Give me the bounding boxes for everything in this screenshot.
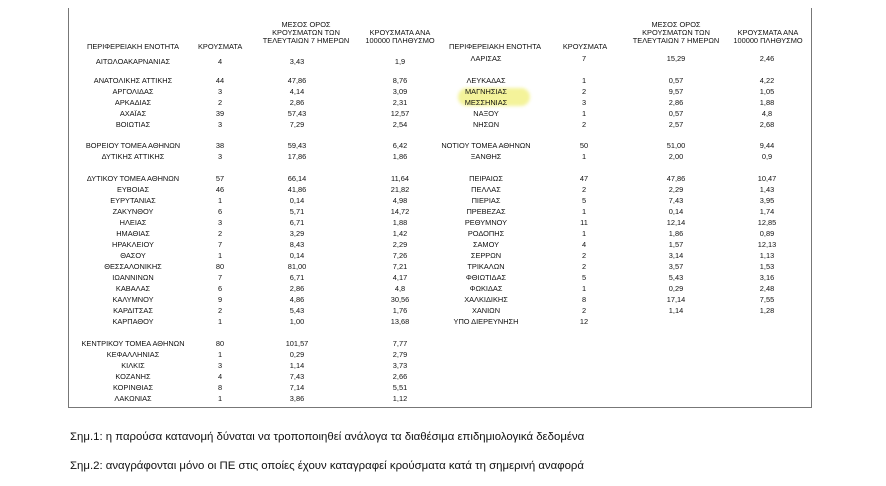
table-cell-mean: 17,86 [287,152,307,161]
table-cell-cases: 9 [217,295,223,304]
table-cell-cases: 2 [581,306,587,315]
table-cell-rate: 0,89 [759,229,775,238]
table-cell-mean: 2,86 [668,98,684,107]
table-cell-mean: 2,57 [668,120,684,129]
table-cell-rate: 1,28 [759,306,775,315]
table-cell-rate: 1,76 [392,306,408,315]
note-1: Σημ.1: η παρούσα κατανομή δύναται να τροποποιηθεί ανάλογα τα διαθέσιμα επιδημιολογικά δεδομένα [70,431,585,443]
table-cell-cases: 1 [581,152,587,161]
header-mean-line2: ΚΡΟΥΣΜΑΤΩΝ ΤΩΝ [642,28,710,37]
table-cell-name: ΜΑΓΝΗΣΙΑΣ [465,87,507,96]
table-cell-name: ΔΥΤΙΚΗΣ ΑΤΤΙΚΗΣ [101,152,165,161]
table-cell-name: ΒΟΙΩΤΙΑΣ [115,120,151,129]
table-cell-rate: 4,8 [394,284,406,293]
table-cell-mean: 7,29 [289,120,305,129]
table-cell-cases: 44 [215,76,225,85]
table-cell-mean: 0,57 [668,76,684,85]
table-cell-name: ΑΙΤΩΛΟΑΚΑΡΝΑΝΙΑΣ [95,57,171,66]
table-cell-cases: 38 [215,141,225,150]
table-cell-mean: 3,43 [289,57,305,66]
table-cell-name: ΡΕΘΥΜΝΟΥ [464,218,508,227]
table-cell-cases: 7 [581,54,587,63]
table-cell-mean: 7,43 [289,372,305,381]
table-cell-rate: 12,85 [757,218,777,227]
table-cell-cases: 6 [217,207,223,216]
table-cell-rate: 2,68 [759,120,775,129]
table-cell-mean: 0,14 [668,207,684,216]
table-cell-rate: 1,42 [392,229,408,238]
table-cell-name: ΚΕΝΤΡΙΚΟΥ ΤΟΜΕΑ ΑΘΗΝΩΝ [81,339,185,348]
table-cell-cases: 1 [217,350,223,359]
table-cell-mean: 101,57 [285,339,309,348]
header-rate-right [724,29,812,45]
table-cell-rate: 2,29 [392,240,408,249]
header-rate-line1: ΚΡΟΥΣΜΑΤΑ ΑΝΑ [737,28,799,37]
table-cell-mean: 59,43 [287,141,307,150]
table-cell-rate: 14,72 [390,207,410,216]
table-cell-name: ΛΕΥΚΑΔΑΣ [466,76,506,85]
table-cell-cases: 5 [581,273,587,282]
header-rate-line2: 100000 ΠΛΗΘΥΣΜΟ [733,36,803,45]
table-cell-name: ΧΑΝΙΩΝ [471,306,501,315]
table-cell-name: ΦΘΙΩΤΙΔΑΣ [465,273,507,282]
table-cell-rate: 1,05 [759,87,775,96]
table-cell-cases: 11 [580,218,588,227]
table-cell-name: ΕΥΡΥΤΑΝΙΑΣ [110,196,156,205]
table-cell-name: ΜΕΣΣΗΝΙΑΣ [464,98,508,107]
table-cell-rate: 1,12 [392,394,408,403]
table-cell-cases: 1 [217,394,223,403]
table-cell-cases: 1 [217,196,223,205]
table-cell-cases: 1 [581,109,587,118]
table-cell-rate: 2,54 [392,120,408,129]
table-cell-mean: 0,14 [289,196,305,205]
table-cell-mean: 41,86 [287,185,307,194]
table-cell-rate: 2,66 [392,372,408,381]
table-cell-rate: 4,22 [759,76,775,85]
table-cell-name: ΚΙΛΚΙΣ [121,361,145,370]
table-cell-name: ΕΥΒΟΙΑΣ [116,185,150,194]
table-cell-rate: 1,74 [759,207,775,216]
table-cell-cases: 1 [217,251,223,260]
header-cases-right: ΚΡΟΥΣΜΑΤΑ [562,42,608,51]
table-cell-mean: 1,14 [668,306,684,315]
table-cell-rate: 1,9 [394,57,406,66]
table-cell-rate: 1,86 [392,152,408,161]
table-cell-mean: 8,43 [289,240,305,249]
table-cell-cases: 2 [581,251,587,260]
table-cell-mean: 7,43 [668,196,684,205]
table-cell-mean: 81,00 [287,262,307,271]
table-cell-name: ΗΛΕΙΑΣ [119,218,147,227]
table-cell-cases: 1 [581,207,587,216]
table-cell-mean: 6,71 [289,218,305,227]
table-cell-rate: 0,9 [761,152,773,161]
table-cell-name: ΚΑΡΠΑΘΟΥ [112,317,154,326]
table-cell-name: ΚΑΛΥΜΝΟΥ [112,295,154,304]
table-cell-cases: 8 [217,383,223,392]
table-cell-name: ΚΟΡΙΝΘΙΑΣ [112,383,154,392]
table-cell-cases: 39 [215,109,225,118]
table-cell-mean: 0,14 [289,251,305,260]
header-mean-left [258,21,354,45]
table-cell-rate: 2,79 [392,350,408,359]
table-cell-name: ΑΡΓΟΛΙΔΑΣ [112,87,154,96]
table-cell-name: ΤΡΙΚΑΛΩΝ [467,262,505,271]
table-cell-cases: 2 [581,185,587,194]
table-cell-rate: 4,98 [392,196,408,205]
table-cell-mean: 47,86 [666,174,686,183]
table-cell-mean: 17,14 [666,295,686,304]
table-cell-name: ΝΑΞΟΥ [473,109,499,118]
table-cell-name: ΚΑΡΔΙΤΣΑΣ [113,306,153,315]
table-cell-cases: 12 [579,317,589,326]
table-cell-cases: 80 [215,339,225,348]
table-cell-name: ΔΥΤΙΚΟΥ ΤΟΜΕΑ ΑΘΗΝΩΝ [86,174,180,183]
table-cell-cases: 1 [581,76,587,85]
table-cell-name: ΚΕΦΑΛΛΗΝΙΑΣ [106,350,160,359]
table-cell-name: ΑΡΚΑΔΙΑΣ [114,98,152,107]
table-cell-mean: 0,29 [289,350,305,359]
table-cell-rate: 4,17 [392,273,408,282]
table-cell-name: ΛΑΚΩΝΙΑΣ [114,394,152,403]
table-cell-cases: 2 [217,306,223,315]
table-cell-cases: 1 [581,284,587,293]
table-cell-cases: 3 [217,87,223,96]
table-cell-rate: 2,46 [759,54,775,63]
table-cell-mean: 4,14 [289,87,305,96]
table-cell-mean: 4,86 [289,295,305,304]
table-cell-rate: 9,44 [759,141,775,150]
table-cell-name: ΑΧΑΪΑΣ [119,109,147,118]
header-region-right: ΠΕΡΙΦΕΡΕΙΑΚΗ ΕΝΟΤΗΤΑ [449,42,541,51]
table-cell-cases: 80 [215,262,225,271]
header-rate-line1: ΚΡΟΥΣΜΑΤΑ ΑΝΑ [369,28,431,37]
table-cell-cases: 3 [217,120,223,129]
table-cell-cases: 3 [217,152,223,161]
table-cell-name: ΠΡΕΒΕΖΑΣ [466,207,506,216]
table-cell-cases: 3 [581,98,587,107]
table-cell-cases: 2 [217,229,223,238]
table-cell-mean: 7,14 [289,383,305,392]
table-cell-name: ΝΟΤΙΟΥ ΤΟΜΕΑ ΑΘΗΝΩΝ [441,141,531,150]
header-mean-line2: ΚΡΟΥΣΜΑΤΩΝ ΤΩΝ [272,28,340,37]
table-cell-mean: 3,14 [668,251,684,260]
table-cell-name: ΗΡΑΚΛΕΙΟΥ [112,240,154,249]
table-cell-cases: 50 [579,141,589,150]
table-cell-rate: 7,55 [759,295,775,304]
table-cell-cases: 3 [217,361,223,370]
table-cell-name: ΠΕΙΡΑΙΩΣ [469,174,503,183]
table-cell-mean: 9,57 [668,87,684,96]
table-cell-cases: 8 [581,295,587,304]
table-cell-rate: 13,68 [390,317,410,326]
table-cell-cases: 7 [217,273,223,282]
table-cell-rate: 1,43 [759,185,775,194]
table-cell-name: ΗΜΑΘΙΑΣ [116,229,150,238]
table-cell-cases: 4 [217,57,223,66]
table-cell-mean: 0,29 [668,284,684,293]
table-cell-name: ΡΟΔΟΠΗΣ [467,229,505,238]
table-cell-name: ΠΕΛΛΑΣ [471,185,501,194]
table-cell-cases: 2 [217,98,223,107]
table-cell-cases: 3 [217,218,223,227]
table-cell-rate: 30,56 [390,295,410,304]
table-cell-mean: 1,14 [289,361,305,370]
table-cell-name: ΝΗΣΩΝ [472,120,500,129]
table-cell-mean: 51,00 [666,141,686,150]
table-cell-rate: 3,95 [759,196,775,205]
table-cell-rate: 12,13 [757,240,777,249]
table-cell-rate: 1,13 [759,251,775,260]
table-cell-mean: 47,86 [287,76,307,85]
table-cell-cases: 47 [579,174,589,183]
table-cell-cases: 6 [217,284,223,293]
table-cell-mean: 1,57 [668,240,684,249]
table-cell-mean: 2,29 [668,185,684,194]
table-cell-mean: 3,29 [289,229,305,238]
table-cell-rate: 7,21 [392,262,408,271]
table-cell-mean: 2,86 [289,98,305,107]
table-cell-rate: 7,26 [392,251,408,260]
table-cell-name: ΑΝΑΤΟΛΙΚΗΣ ΑΤΤΙΚΗΣ [93,76,173,85]
table-cell-cases: 57 [215,174,225,183]
table-cell-name: ΥΠΟ ΔΙΕΡΕΥΝΗΣΗ [453,317,519,326]
table-cell-rate: 4,8 [761,109,773,118]
table-cell-mean: 57,43 [287,109,307,118]
table-cell-name: ΛΑΡΙΣΑΣ [470,54,502,63]
table-cell-name: ΣΕΡΡΩΝ [470,251,502,260]
header-mean-line3: ΤΕΛΕΥΤΑΙΩΝ 7 ΗΜΕΡΩΝ [632,36,720,45]
header-mean-line1: ΜΕΣΟΣ ΟΡΟΣ [651,20,701,29]
table-cell-rate: 5,51 [392,383,408,392]
header-rate-left [356,29,444,45]
table-cell-mean: 6,71 [289,273,305,282]
table-cell-name: ΣΑΜΟΥ [472,240,500,249]
table-cell-rate: 3,09 [392,87,408,96]
table-cell-name: ΚΟΖΑΝΗΣ [115,372,151,381]
table-cell-mean: 66,14 [287,174,307,183]
table-cell-rate: 7,77 [392,339,408,348]
header-rate-line2: 100000 ΠΛΗΘΥΣΜΟ [365,36,435,45]
table-cell-name: ΞΑΝΘΗΣ [470,152,502,161]
table-cell-rate: 11,64 [391,174,409,183]
header-mean-line1: ΜΕΣΟΣ ΟΡΟΣ [281,20,331,29]
table-cell-cases: 7 [217,240,223,249]
table-cell-cases: 1 [217,317,223,326]
table-cell-rate: 1,88 [392,218,408,227]
table-cell-rate: 3,16 [759,273,775,282]
table-cell-name: ΘΕΣΣΑΛΟΝΙΚΗΣ [104,262,162,271]
header-mean-right [626,21,726,45]
table-cell-mean: 2,86 [289,284,305,293]
table-cell-rate: 3,73 [392,361,408,370]
table-cell-name: ΦΩΚΙΔΑΣ [469,284,503,293]
table-cell-mean: 1,00 [289,317,305,326]
table-cell-rate: 1,88 [759,98,775,107]
table-cell-mean: 5,71 [289,207,305,216]
header-mean-line3: ΤΕΛΕΥΤΑΙΩΝ 7 ΗΜΕΡΩΝ [262,36,350,45]
table-cell-cases: 4 [217,372,223,381]
table-cell-name: ΘΑΣΟΥ [120,251,146,260]
table-cell-cases: 4 [581,240,587,249]
table-cell-name: ΧΑΛΚΙΔΙΚΗΣ [464,295,508,304]
table-cell-rate: 2,48 [759,284,775,293]
table-cell-rate: 12,57 [390,109,410,118]
table-cell-rate: 21,82 [390,185,410,194]
table-cell-cases: 2 [581,262,587,271]
table-cell-rate: 6,42 [392,141,408,150]
header-region-left: ΠΕΡΙΦΕΡΕΙΑΚΗ ΕΝΟΤΗΤΑ [87,42,179,51]
note-2: Σημ.2: αναγράφονται μόνο οι ΠΕ στις οποίες έχουν καταγραφεί κρούσματα κατά τη σημερινή αναφορά [70,460,584,472]
table-cell-name: ΠΙΕΡΙΑΣ [471,196,501,205]
header-cases-left: ΚΡΟΥΣΜΑΤΑ [198,42,243,51]
table-cell-mean: 5,43 [289,306,305,315]
table-cell-mean: 0,57 [668,109,684,118]
table-cell-name: ΙΩΑΝΝΙΝΩΝ [112,273,154,282]
table-cell-cases: 2 [581,120,587,129]
table-cell-cases: 5 [581,196,587,205]
table-cell-rate: 8,76 [392,76,408,85]
table-cell-rate: 1,53 [759,262,775,271]
table-cell-mean: 2,00 [668,152,684,161]
table-cell-cases: 1 [581,229,587,238]
table-cell-mean: 3,57 [668,262,684,271]
table-cell-rate: 2,31 [392,98,408,107]
table-cell-rate: 10,47 [757,174,777,183]
table-cell-mean: 1,86 [668,229,684,238]
table-cell-mean: 3,86 [289,394,305,403]
table-cell-mean: 5,43 [668,273,684,282]
table-cell-cases: 46 [215,185,225,194]
table-cell-mean: 12,14 [666,218,686,227]
table-cell-name: ΖΑΚΥΝΘΟΥ [112,207,154,216]
table-cell-cases: 2 [581,87,587,96]
table-cell-name: ΒΟΡΕΙΟΥ ΤΟΜΕΑ ΑΘΗΝΩΝ [85,141,181,150]
table-cell-mean: 15,29 [666,54,686,63]
table-cell-name: ΚΑΒΑΛΑΣ [115,284,151,293]
